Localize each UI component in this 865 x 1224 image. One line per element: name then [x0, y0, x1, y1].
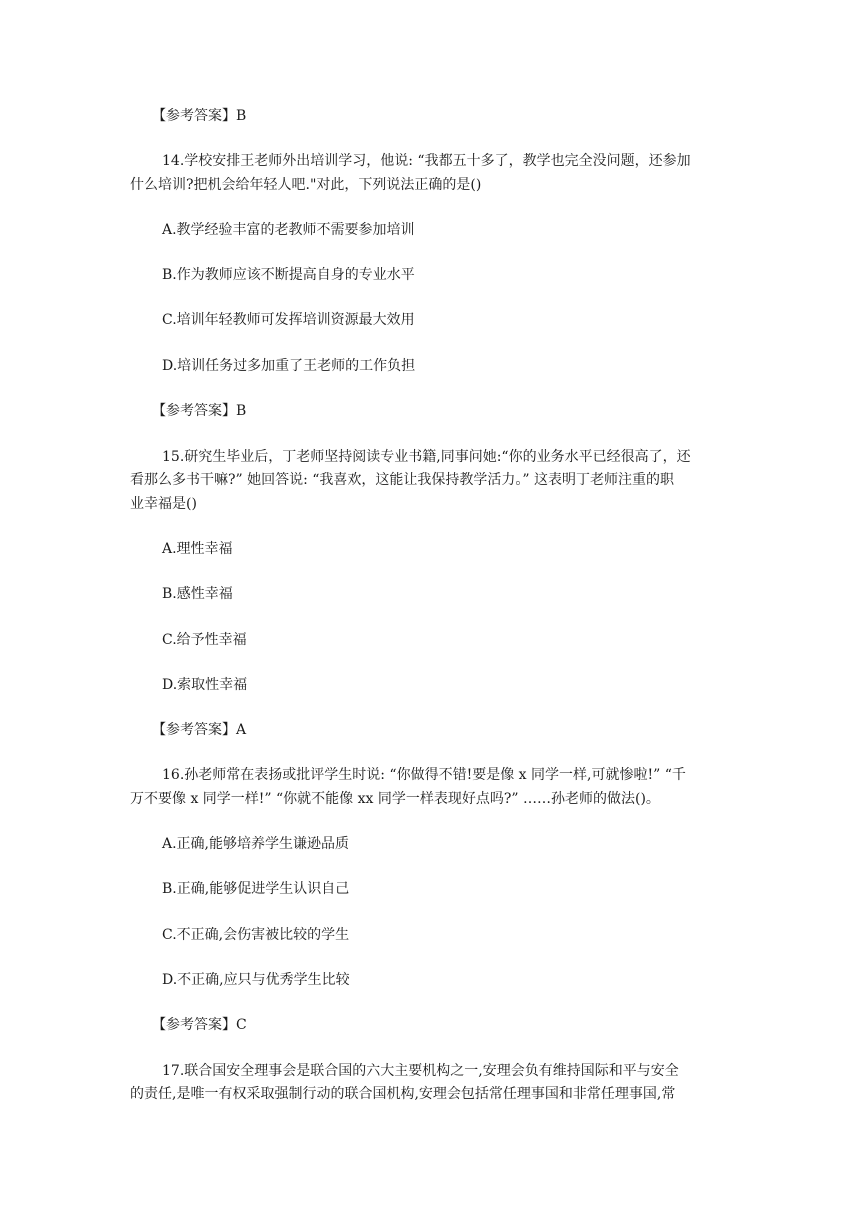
option-c: C.不正确,会伤害被比较的学生	[162, 927, 350, 943]
question-text-line: 业幸福是()	[130, 496, 197, 512]
question-text-line: 的责任,是唯一有权采取强制行动的联合国机构,安理会包括常任理事国和非常任理事国,常	[130, 1086, 676, 1102]
option-b: B.作为教师应该不断提高自身的专业水平	[162, 267, 415, 283]
option-d: D.不正确,应只与优秀学生比较	[162, 972, 350, 988]
option-b: B.感性幸福	[162, 586, 233, 602]
option-a: A.教学经验丰富的老教师不需要参加培训	[162, 222, 415, 238]
option-b: B.正确,能够促进学生认识自己	[162, 881, 350, 897]
question-text-line: 15.研究生毕业后，丁老师坚持阅读专业书籍,同事问她:“你的业务水平已经很高了，还	[162, 449, 691, 465]
option-a: A.正确,能够培养学生谦逊品质	[162, 836, 350, 852]
question-text-line: 17.联合国安全理事会是联合国的六大主要机构之一,安理会负有维持国际和平与安全	[162, 1063, 679, 1079]
question-text-line: 万不要像 x 同学一样!” “你就不能像 xx 同学一样表现好点吗?” ……孙老师的做法()。	[130, 791, 660, 807]
option-c: C.给予性幸福	[162, 632, 247, 648]
question-text-line: 16.孙老师常在表扬或批评学生时说: “你做得不错!要是像 x 同学一样,可就惨啦!” “千	[162, 767, 686, 783]
question-text-line: 14.学校安排王老师外出培训学习，他说: “我都五十多了，教学也完全没问题，还参加	[162, 153, 691, 169]
option-c: C.培训年轻教师可发挥培训资源最大效用	[162, 312, 415, 328]
answer-key: 【参考答案】B	[152, 108, 247, 124]
answer-key: 【参考答案】B	[152, 403, 247, 419]
option-d: D.培训任务过多加重了王老师的工作负担	[162, 358, 416, 374]
option-d: D.索取性幸福	[162, 677, 248, 693]
answer-key: 【参考答案】C	[152, 1017, 247, 1033]
question-text-line: 看那么多书干嘛?” 她回答说: “我喜欢，这能让我保持教学活力。” 这表明丁老师注重的职	[130, 472, 675, 488]
question-text-line: 什么培训?把机会给年轻人吧."对此，下列说法正确的是()	[130, 177, 482, 193]
answer-key: 【参考答案】A	[152, 722, 247, 738]
option-a: A.理性幸福	[162, 541, 233, 557]
